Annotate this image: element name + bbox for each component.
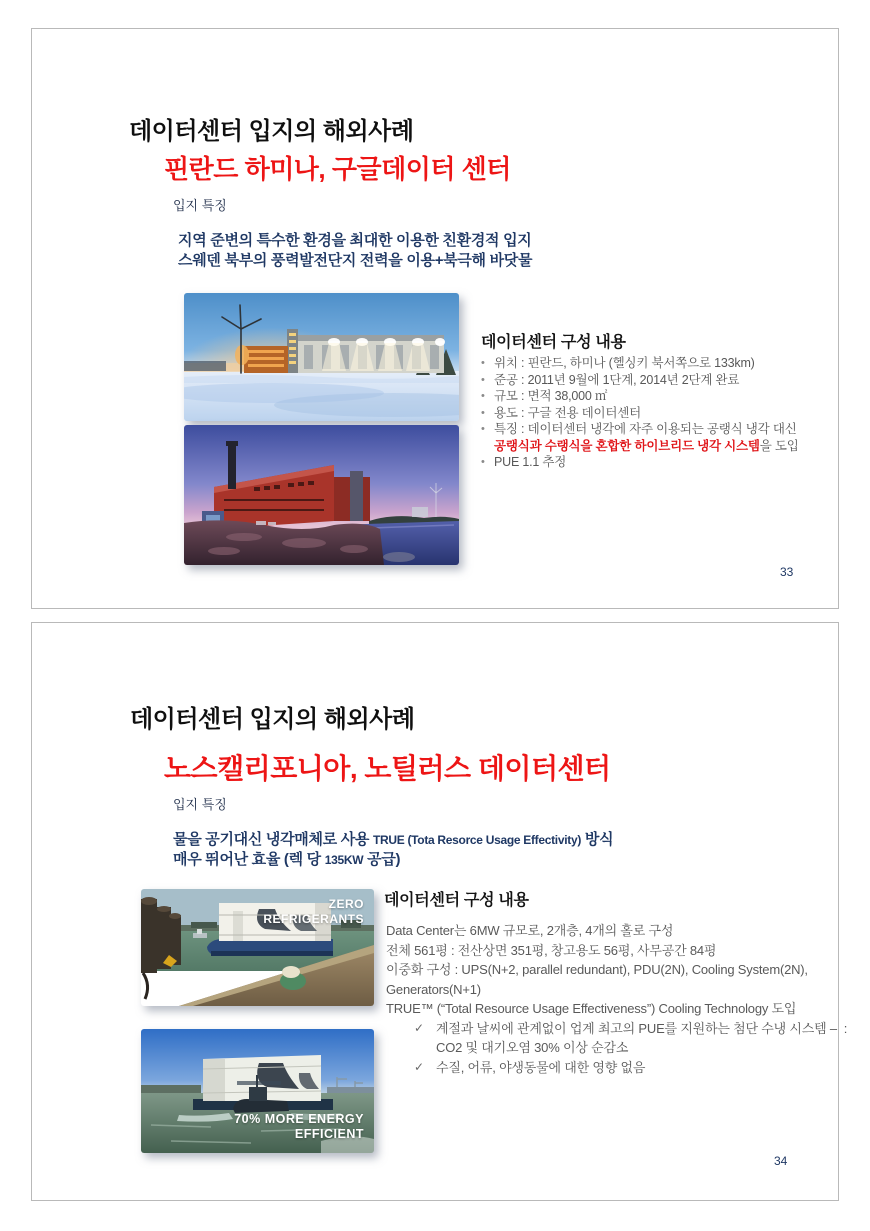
slide-subtitle: 노스캘리포니아, 노틸러스 데이터센터	[164, 753, 611, 784]
feature-main: 매우 뛰어난 효율 (렉 당	[173, 851, 325, 868]
spec-item-usage: • 용도 : 구글 전용 데이터센터	[481, 405, 799, 422]
datacenter-detail-list	[386, 921, 847, 1077]
photo-caption-zero-refrigerants: ZERO REFRIGERANTS	[263, 897, 364, 926]
feature-line: 스웨덴 북부의 풍력발전단지 전력을 이용+북극해 바닷물	[178, 252, 533, 269]
right-column-header: 데이터센터 구성 내용	[481, 334, 626, 351]
photo-hamina-dusk-illustration	[184, 425, 459, 565]
feature-small: 135KW	[324, 853, 364, 867]
feature-tail: 공급)	[363, 851, 401, 868]
spec-item-feature: • 특징 : 데이터센터 냉각에 자주 이용되는 공랭식 냉각 대신	[481, 421, 799, 438]
photo-hamina-seaside-building	[184, 425, 459, 565]
detail-area: 전체 561평 : 전산상면 351평, 창고용도 56평, 사무공간 84평	[386, 942, 717, 958]
feature-tail: 방식	[581, 831, 614, 848]
photo-nautilus-barge-dock	[141, 889, 374, 1006]
feature-text	[173, 830, 613, 870]
photo-caption-energy-efficient: 70% MORE ENERGY EFFICIENT	[234, 1111, 364, 1142]
detail-true-cooling: TRUE™ (“Total Resource Usage Effectiveness”) Cooling Technology 도입	[386, 1001, 797, 1016]
detail-redundancy: 이중화 구성 : UPS(N+2, parallel redundant), PDU(2N), Cooling System(2N),	[386, 962, 808, 977]
page-number: 34	[774, 1154, 788, 1168]
detail-scale: Data Center는 6MW 규모로, 2개층, 4개의 홀로 구성	[386, 923, 674, 938]
right-column-header: 데이터센터 구성 내용	[384, 892, 529, 909]
section-label: 입지 특징	[173, 797, 227, 812]
spec-item-size: • 규모 : 면적 38,000 ㎡	[481, 388, 799, 405]
feature-line	[173, 850, 613, 870]
check-item-wildlife: ✓ 수질, 어류, 야생동물에 대한 영향 없음	[386, 1058, 847, 1078]
highlighted-cooling-text: 공랭식과 수랭식을 혼합한 하이브리드 냉각 시스템	[494, 438, 760, 453]
slide-33	[31, 28, 839, 609]
spec-item-feature-cont	[481, 438, 799, 455]
highlight-suffix: 을 도입	[759, 438, 799, 453]
photo-hamina-winter-illustration	[184, 293, 459, 421]
check-item-pue-cont: CO2 및 대기오염 30% 이상 순감소	[436, 1040, 629, 1055]
page-number: 33	[780, 565, 794, 579]
check-item-pue: ✓ 계절과 날씨에 관계없이 업계 최고의 PUE를 지원하는 첨단 수냉 시스템 – :	[386, 1019, 847, 1039]
spec-item-completion: • 준공 : 2011년 9월에 1단계, 2014년 2단계 완료	[481, 372, 799, 389]
photo-hamina-winter-datacenter	[184, 293, 459, 421]
spec-item-location: • 위치 : 핀란드, 하미나 (헬싱키 북서쪽으로 133km)	[481, 355, 799, 372]
spec-item-pue: • PUE 1.1 추정	[481, 454, 799, 471]
section-label: 입지 특징	[173, 198, 227, 213]
photo-nautilus-barge-sailing	[141, 1029, 374, 1153]
feature-small: TRUE (Tota Resorce Usage Effectivity)	[372, 833, 582, 847]
slide-subtitle: 핀란드 하미나, 구글데이터 센터	[164, 154, 511, 184]
feature-line	[173, 830, 613, 850]
feature-line: 지역 준변의 특수한 환경을 최대한 이용한 친환경적 입지	[178, 232, 532, 249]
slide-title: 데이터센터 입지의 해외사례	[130, 706, 415, 733]
slide-34	[31, 622, 848, 1201]
slide-title: 데이터센터 입지의 해외사례	[129, 118, 414, 145]
detail-generators: Generators(N+1)	[386, 981, 481, 997]
datacenter-spec-list	[481, 355, 799, 471]
feature-main: 물을 공기대신 냉각매체로 사용	[173, 831, 373, 848]
feature-text	[178, 231, 532, 271]
